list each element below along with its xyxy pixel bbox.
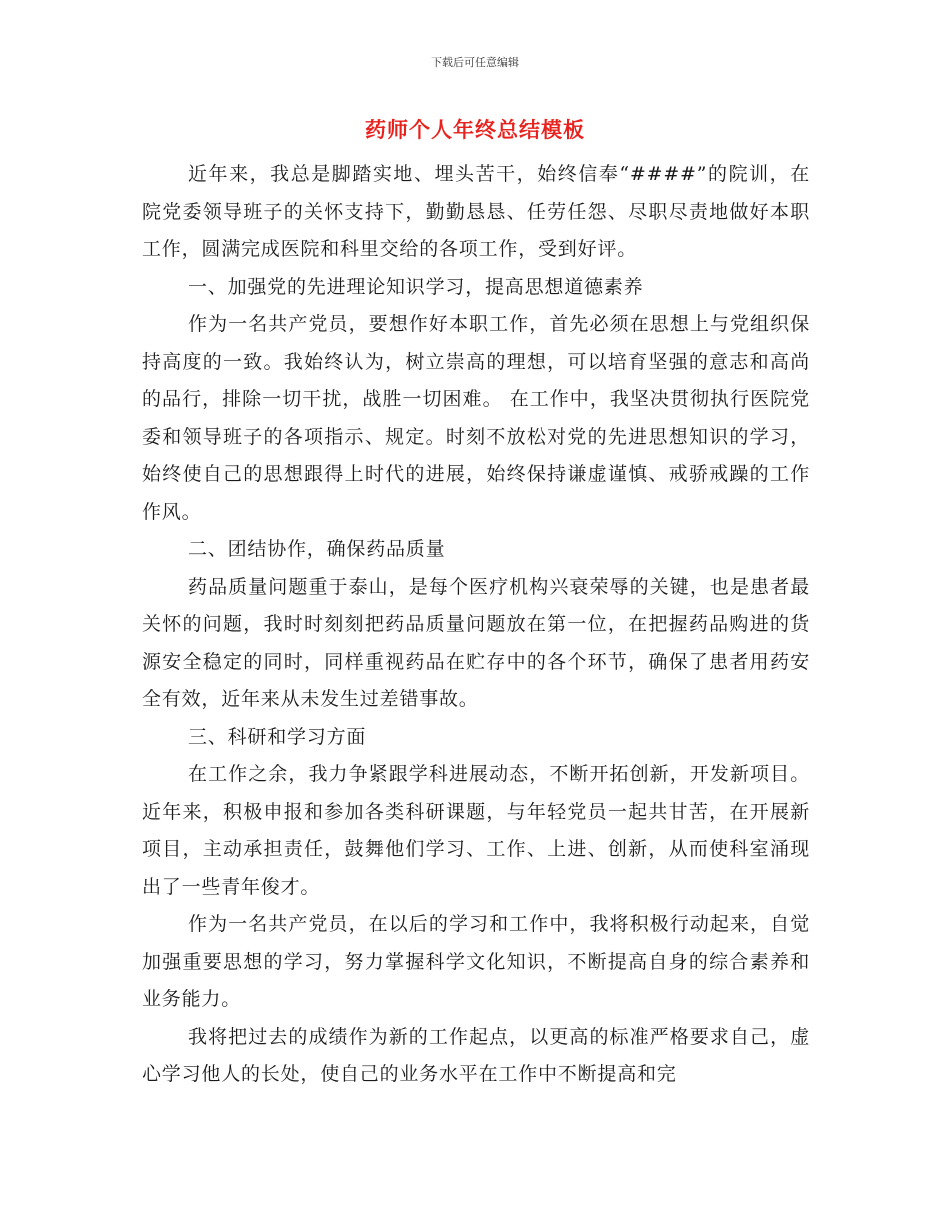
paragraph-section-3: 在工作之余，我力争紧跟学科进展动态，不断开拓创新，开发新项目。近年来，积极申报和参加各类科研课题，与年轻党员一起共甘苦，在开展新项目，主动承担责任，鼓舞他们学习、工作、上进、创新，从而使科室涌现出了一些青年俊才。	[142, 763, 810, 898]
document-body	[142, 156, 810, 1094]
section-heading-3: 三、科研和学习方面	[188, 725, 367, 748]
section-heading-1: 一、加强党的先进理论知识学习，提高思想道德素养	[188, 275, 644, 298]
paragraph-intro: 近年来，我总是脚踏实地、埋头苦干，始终信奉“####”的院训，在院党委领导班子的关怀支持下，勤勤恳恳、任劳任怨、尽职尽责地做好本职工作，圆满完成医院和科里交给的各项工作，受到好评。	[142, 163, 810, 260]
section-heading-2: 二、团结协作，确保药品质量	[188, 538, 446, 560]
paragraph-section-1: 作为一名共产党员，要想作好本职工作，首先必须在思想上与党组织保持高度的一致。我始终认为，树立崇高的理想，可以培育坚强的意志和高尚的品行，排除一切干扰，战胜一切困难。 在工作中，我坚决贯彻执行医院党委和领导班子的各项指示、规定。时刻不放松对党的先进思想知识的学习，始终使自己的思想跟得上时代的进展，始终保持谦虚谨慎、戒骄戒躁的工作作风。	[142, 313, 810, 523]
header-note: 下载后可任意编辑	[431, 56, 519, 69]
paragraph-commitment: 作为一名共产党员，在以后的学习和工作中，我将积极行动起来，自觉加强重要思想的学习，努力掌握科学文化知识，不断提高自身的综合素养和业务能力。	[142, 913, 810, 1010]
paragraph-section-2: 药品质量问题重于泰山，是每个医疗机构兴衰荣辱的关键，也是患者最关怀的问题，我时时刻刻把药品质量问题放在第一位，在把握药品购进的货源安全稳定的同时，同样重视药品在贮存中的各个环节，确保了患者用药安全有效，近年来从未发生过差错事故。	[142, 575, 810, 710]
paragraph-closing: 我将把过去的成绩作为新的工作起点，以更高的标准严格要求自己，虚心学习他人的长处，使自己的业务水平在工作中不断提高和完	[142, 1025, 810, 1085]
document-title: 药师个人年终总结模板	[365, 118, 585, 142]
